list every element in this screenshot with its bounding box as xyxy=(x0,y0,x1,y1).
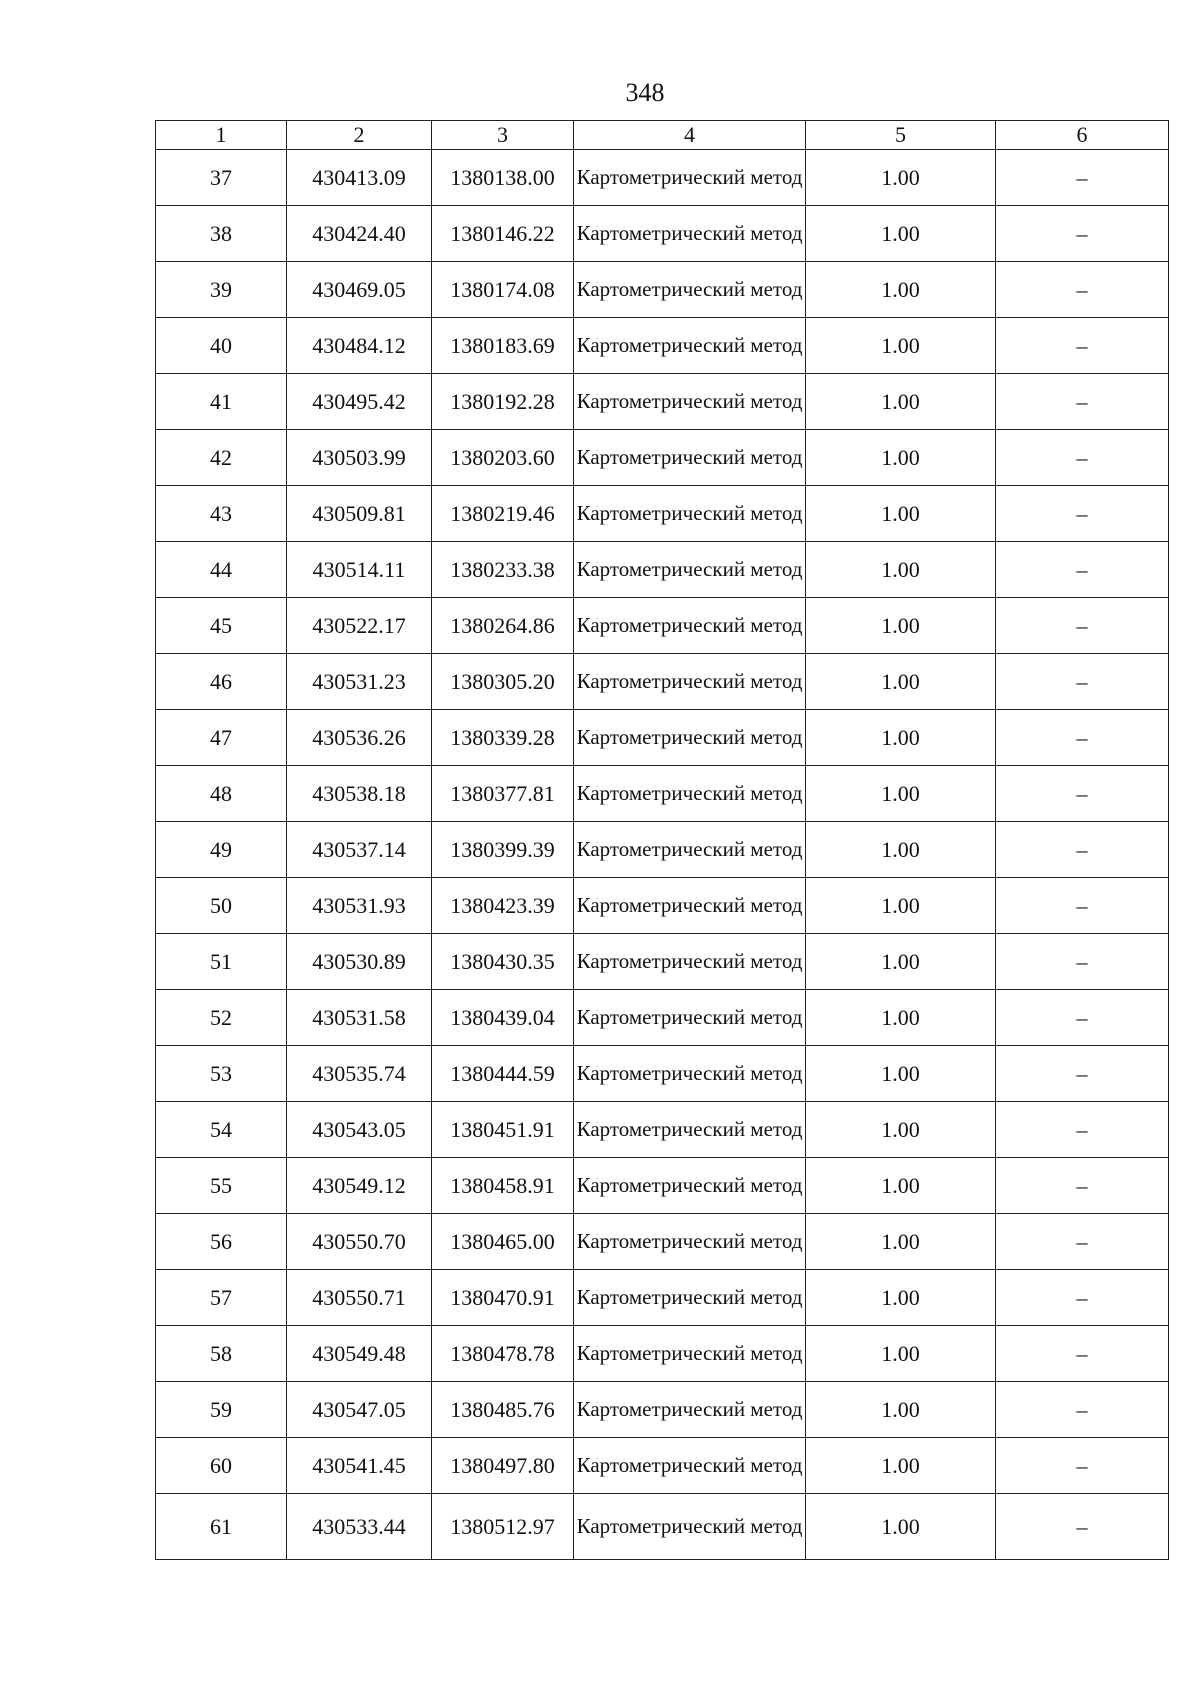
x-coordinate-cell: 430536.26 xyxy=(287,710,432,766)
accuracy-cell: 1.00 xyxy=(806,542,996,598)
table-row xyxy=(156,374,1169,430)
description-cell: – xyxy=(996,430,1169,486)
method-cell: Картометрический метод xyxy=(574,486,806,542)
y-coordinate-cell: 1380451.91 xyxy=(432,1102,574,1158)
method-cell: Картометрический метод xyxy=(574,206,806,262)
page-number: 348 xyxy=(625,78,665,107)
header-col-3: 3 xyxy=(432,121,574,150)
method-cell: Картометрический метод xyxy=(574,1326,806,1382)
accuracy-cell: 1.00 xyxy=(806,990,996,1046)
table-row xyxy=(156,1214,1169,1270)
point-number-cell: 60 xyxy=(156,1438,287,1494)
table-row xyxy=(156,1270,1169,1326)
method-cell: Картометрический метод xyxy=(574,374,806,430)
description-cell: – xyxy=(996,150,1169,206)
x-coordinate-cell: 430424.40 xyxy=(287,206,432,262)
table-row xyxy=(156,1158,1169,1214)
table-row xyxy=(156,878,1169,934)
description-cell: – xyxy=(996,1214,1169,1270)
description-cell: – xyxy=(996,1438,1169,1494)
y-coordinate-cell: 1380146.22 xyxy=(432,206,574,262)
point-number-cell: 50 xyxy=(156,878,287,934)
point-number-cell: 40 xyxy=(156,318,287,374)
point-number-cell: 52 xyxy=(156,990,287,1046)
y-coordinate-cell: 1380430.35 xyxy=(432,934,574,990)
y-coordinate-cell: 1380497.80 xyxy=(432,1438,574,1494)
header-col-5: 5 xyxy=(806,121,996,150)
point-number-cell: 43 xyxy=(156,486,287,542)
x-coordinate-cell: 430550.71 xyxy=(287,1270,432,1326)
x-coordinate-cell: 430543.05 xyxy=(287,1102,432,1158)
x-coordinate-cell: 430413.09 xyxy=(287,150,432,206)
method-cell: Картометрический метод xyxy=(574,1494,806,1560)
accuracy-cell: 1.00 xyxy=(806,430,996,486)
table-header-row xyxy=(156,121,1169,150)
description-cell: – xyxy=(996,766,1169,822)
y-coordinate-cell: 1380423.39 xyxy=(432,878,574,934)
x-coordinate-cell: 430550.70 xyxy=(287,1214,432,1270)
table-row xyxy=(156,542,1169,598)
x-coordinate-cell: 430514.11 xyxy=(287,542,432,598)
method-cell: Картометрический метод xyxy=(574,1214,806,1270)
accuracy-cell: 1.00 xyxy=(806,262,996,318)
method-cell: Картометрический метод xyxy=(574,1102,806,1158)
table-row xyxy=(156,654,1169,710)
y-coordinate-cell: 1380138.00 xyxy=(432,150,574,206)
table-row xyxy=(156,822,1169,878)
x-coordinate-cell: 430484.12 xyxy=(287,318,432,374)
point-number-cell: 37 xyxy=(156,150,287,206)
point-number-cell: 54 xyxy=(156,1102,287,1158)
y-coordinate-cell: 1380465.00 xyxy=(432,1214,574,1270)
point-number-cell: 51 xyxy=(156,934,287,990)
method-cell: Картометрический метод xyxy=(574,766,806,822)
y-coordinate-cell: 1380219.46 xyxy=(432,486,574,542)
point-number-cell: 44 xyxy=(156,542,287,598)
table-row xyxy=(156,1326,1169,1382)
accuracy-cell: 1.00 xyxy=(806,374,996,430)
x-coordinate-cell: 430509.81 xyxy=(287,486,432,542)
point-number-cell: 42 xyxy=(156,430,287,486)
x-coordinate-cell: 430549.12 xyxy=(287,1158,432,1214)
table-row xyxy=(156,766,1169,822)
table-row xyxy=(156,598,1169,654)
point-number-cell: 61 xyxy=(156,1494,287,1560)
accuracy-cell: 1.00 xyxy=(806,1046,996,1102)
description-cell: – xyxy=(996,262,1169,318)
accuracy-cell: 1.00 xyxy=(806,1102,996,1158)
method-cell: Картометрический метод xyxy=(574,1438,806,1494)
description-cell: – xyxy=(996,1326,1169,1382)
table-row xyxy=(156,150,1169,206)
method-cell: Картометрический метод xyxy=(574,262,806,318)
x-coordinate-cell: 430531.58 xyxy=(287,990,432,1046)
header-col-4: 4 xyxy=(574,121,806,150)
method-cell: Картометрический метод xyxy=(574,318,806,374)
method-cell: Картометрический метод xyxy=(574,710,806,766)
y-coordinate-cell: 1380233.38 xyxy=(432,542,574,598)
y-coordinate-cell: 1380458.91 xyxy=(432,1158,574,1214)
x-coordinate-cell: 430535.74 xyxy=(287,1046,432,1102)
description-cell: – xyxy=(996,206,1169,262)
y-coordinate-cell: 1380512.97 xyxy=(432,1494,574,1560)
point-number-cell: 53 xyxy=(156,1046,287,1102)
table-row xyxy=(156,1102,1169,1158)
description-cell: – xyxy=(996,486,1169,542)
table-row xyxy=(156,710,1169,766)
accuracy-cell: 1.00 xyxy=(806,318,996,374)
point-number-cell: 38 xyxy=(156,206,287,262)
x-coordinate-cell: 430469.05 xyxy=(287,262,432,318)
method-cell: Картометрический метод xyxy=(574,1158,806,1214)
point-number-cell: 39 xyxy=(156,262,287,318)
accuracy-cell: 1.00 xyxy=(806,1326,996,1382)
description-cell: – xyxy=(996,822,1169,878)
y-coordinate-cell: 1380399.39 xyxy=(432,822,574,878)
table-body xyxy=(156,150,1169,1560)
description-cell: – xyxy=(996,878,1169,934)
table-row xyxy=(156,1046,1169,1102)
x-coordinate-cell: 430538.18 xyxy=(287,766,432,822)
point-number-cell: 41 xyxy=(156,374,287,430)
x-coordinate-cell: 430547.05 xyxy=(287,1382,432,1438)
method-cell: Картометрический метод xyxy=(574,934,806,990)
y-coordinate-cell: 1380377.81 xyxy=(432,766,574,822)
description-cell: – xyxy=(996,990,1169,1046)
y-coordinate-cell: 1380339.28 xyxy=(432,710,574,766)
method-cell: Картометрический метод xyxy=(574,654,806,710)
point-number-cell: 56 xyxy=(156,1214,287,1270)
table-row xyxy=(156,318,1169,374)
method-cell: Картометрический метод xyxy=(574,990,806,1046)
table-row xyxy=(156,1494,1169,1560)
point-number-cell: 59 xyxy=(156,1382,287,1438)
description-cell: – xyxy=(996,318,1169,374)
y-coordinate-cell: 1380485.76 xyxy=(432,1382,574,1438)
x-coordinate-cell: 430531.23 xyxy=(287,654,432,710)
table-row xyxy=(156,206,1169,262)
y-coordinate-cell: 1380183.69 xyxy=(432,318,574,374)
method-cell: Картометрический метод xyxy=(574,822,806,878)
y-coordinate-cell: 1380305.20 xyxy=(432,654,574,710)
table-row xyxy=(156,430,1169,486)
description-cell: – xyxy=(996,1158,1169,1214)
header-col-1: 1 xyxy=(156,121,287,150)
table-row xyxy=(156,934,1169,990)
description-cell: – xyxy=(996,1102,1169,1158)
x-coordinate-cell: 430537.14 xyxy=(287,822,432,878)
method-cell: Картометрический метод xyxy=(574,542,806,598)
x-coordinate-cell: 430522.17 xyxy=(287,598,432,654)
description-cell: – xyxy=(996,1494,1169,1560)
y-coordinate-cell: 1380478.78 xyxy=(432,1326,574,1382)
y-coordinate-cell: 1380444.59 xyxy=(432,1046,574,1102)
x-coordinate-cell: 430495.42 xyxy=(287,374,432,430)
accuracy-cell: 1.00 xyxy=(806,1270,996,1326)
point-number-cell: 45 xyxy=(156,598,287,654)
description-cell: – xyxy=(996,654,1169,710)
accuracy-cell: 1.00 xyxy=(806,598,996,654)
method-cell: Картометрический метод xyxy=(574,878,806,934)
x-coordinate-cell: 430530.89 xyxy=(287,934,432,990)
accuracy-cell: 1.00 xyxy=(806,486,996,542)
table-row xyxy=(156,262,1169,318)
y-coordinate-cell: 1380203.60 xyxy=(432,430,574,486)
description-cell: – xyxy=(996,542,1169,598)
description-cell: – xyxy=(996,1046,1169,1102)
point-number-cell: 46 xyxy=(156,654,287,710)
description-cell: – xyxy=(996,374,1169,430)
x-coordinate-cell: 430503.99 xyxy=(287,430,432,486)
method-cell: Картометрический метод xyxy=(574,430,806,486)
description-cell: – xyxy=(996,1382,1169,1438)
point-number-cell: 47 xyxy=(156,710,287,766)
accuracy-cell: 1.00 xyxy=(806,150,996,206)
x-coordinate-cell: 430533.44 xyxy=(287,1494,432,1560)
point-number-cell: 49 xyxy=(156,822,287,878)
description-cell: – xyxy=(996,710,1169,766)
method-cell: Картометрический метод xyxy=(574,150,806,206)
accuracy-cell: 1.00 xyxy=(806,822,996,878)
y-coordinate-cell: 1380192.28 xyxy=(432,374,574,430)
method-cell: Картометрический метод xyxy=(574,598,806,654)
header-col-2: 2 xyxy=(287,121,432,150)
description-cell: – xyxy=(996,1270,1169,1326)
y-coordinate-cell: 1380470.91 xyxy=(432,1270,574,1326)
description-cell: – xyxy=(996,598,1169,654)
coordinates-table xyxy=(155,120,1169,1560)
accuracy-cell: 1.00 xyxy=(806,654,996,710)
point-number-cell: 48 xyxy=(156,766,287,822)
accuracy-cell: 1.00 xyxy=(806,1494,996,1560)
x-coordinate-cell: 430541.45 xyxy=(287,1438,432,1494)
table-row xyxy=(156,486,1169,542)
x-coordinate-cell: 430531.93 xyxy=(287,878,432,934)
method-cell: Картометрический метод xyxy=(574,1382,806,1438)
y-coordinate-cell: 1380439.04 xyxy=(432,990,574,1046)
description-cell: – xyxy=(996,934,1169,990)
accuracy-cell: 1.00 xyxy=(806,878,996,934)
method-cell: Картометрический метод xyxy=(574,1270,806,1326)
accuracy-cell: 1.00 xyxy=(806,1214,996,1270)
accuracy-cell: 1.00 xyxy=(806,1438,996,1494)
y-coordinate-cell: 1380264.86 xyxy=(432,598,574,654)
x-coordinate-cell: 430549.48 xyxy=(287,1326,432,1382)
accuracy-cell: 1.00 xyxy=(806,934,996,990)
accuracy-cell: 1.00 xyxy=(806,710,996,766)
point-number-cell: 55 xyxy=(156,1158,287,1214)
point-number-cell: 58 xyxy=(156,1326,287,1382)
table-row xyxy=(156,1438,1169,1494)
accuracy-cell: 1.00 xyxy=(806,766,996,822)
point-number-cell: 57 xyxy=(156,1270,287,1326)
accuracy-cell: 1.00 xyxy=(806,1382,996,1438)
table-row xyxy=(156,1382,1169,1438)
table-row xyxy=(156,990,1169,1046)
header-col-6: 6 xyxy=(996,121,1169,150)
y-coordinate-cell: 1380174.08 xyxy=(432,262,574,318)
accuracy-cell: 1.00 xyxy=(806,1158,996,1214)
accuracy-cell: 1.00 xyxy=(806,206,996,262)
method-cell: Картометрический метод xyxy=(574,1046,806,1102)
